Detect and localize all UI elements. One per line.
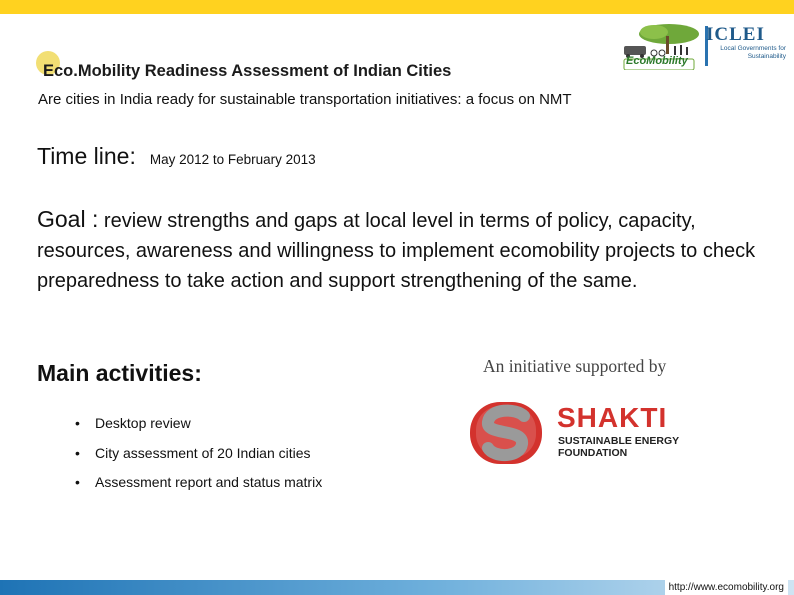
ecomobility-logo-text: EcoMobility xyxy=(626,55,688,67)
timeline-value: May 2012 to February 2013 xyxy=(149,152,316,167)
activities-list xyxy=(75,409,322,498)
goal-label: Goal : xyxy=(37,206,99,232)
bullet-icon: • xyxy=(75,444,80,461)
timeline-row xyxy=(37,143,316,170)
activity-text: Desktop review xyxy=(95,415,191,431)
activity-text: Assessment report and status matrix xyxy=(95,474,323,490)
list-item xyxy=(75,409,322,439)
support-caption: An initiative supported by xyxy=(483,356,667,376)
slide-title: Eco.Mobility Readiness Assessment of Indian Cities xyxy=(43,62,452,80)
shakti-logo xyxy=(466,396,679,476)
list-item xyxy=(75,439,322,469)
shakti-emblem-icon xyxy=(466,396,550,468)
shakti-subtitle: SUSTAINABLE ENERGY FOUNDATION xyxy=(558,435,679,459)
goal-paragraph xyxy=(37,204,777,296)
list-item xyxy=(75,468,322,498)
top-accent-band xyxy=(0,0,794,14)
goal-text: review strengths and gaps at local level in terms of policy, capacity, resources, awareness and willingness to implement ecomobility projects to check preparedness to take action and support strengthening of the same. xyxy=(37,210,756,292)
timeline-label: Time line: xyxy=(37,143,136,169)
iclei-logo-tagline: Local Governments for Sustainability xyxy=(720,45,786,60)
activity-text: City assessment of 20 Indian cities xyxy=(95,444,311,461)
bullet-icon: • xyxy=(75,415,80,431)
bullet-icon: • xyxy=(75,474,80,490)
slide-subtitle: Are cities in India ready for sustainable transportation initiatives: a focus on NMT xyxy=(38,91,572,108)
shakti-name: SHAKTI xyxy=(557,402,668,433)
footer-url[interactable]: http://www.ecomobility.org xyxy=(665,580,788,595)
main-activities-heading: Main activities: xyxy=(37,360,202,386)
iclei-logo-text: ICLEI xyxy=(706,24,765,45)
